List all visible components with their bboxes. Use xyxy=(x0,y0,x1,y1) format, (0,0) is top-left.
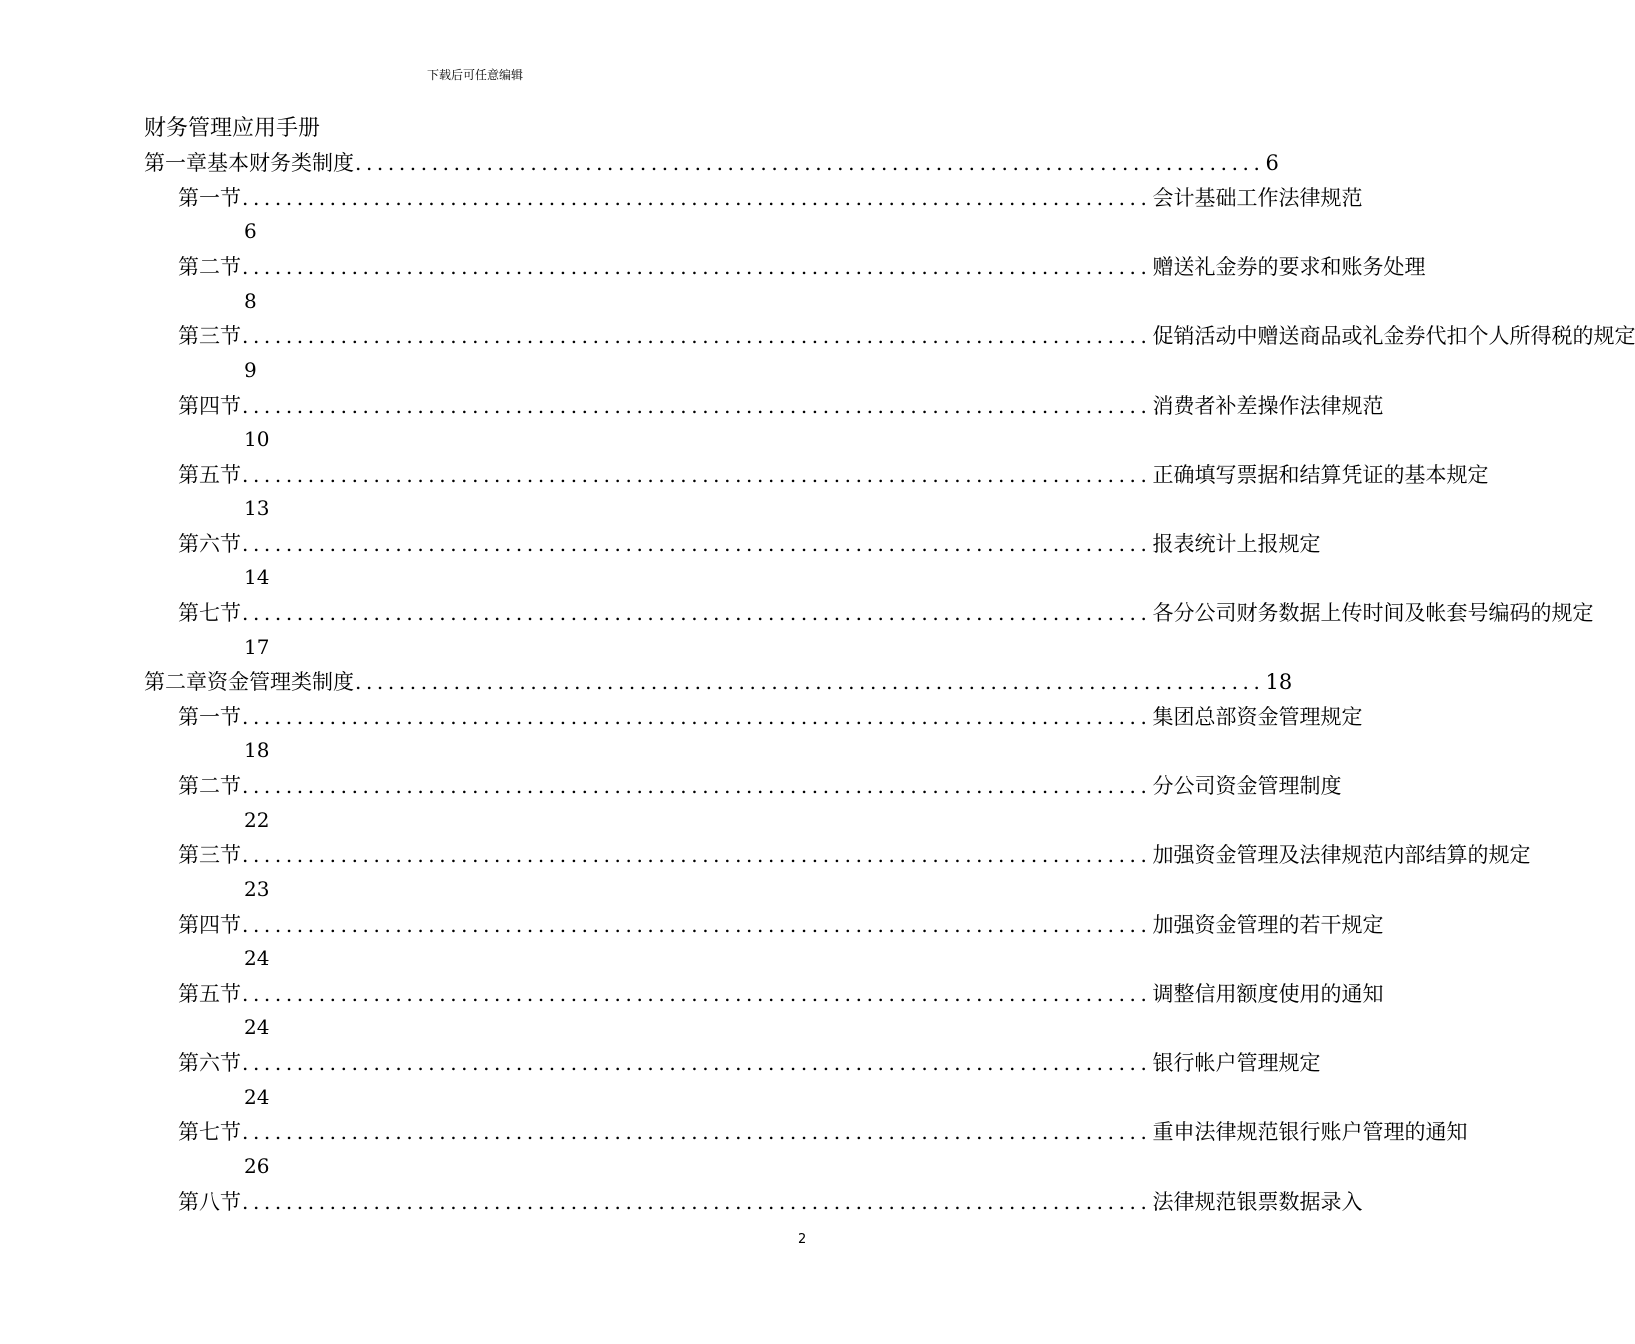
dot-leader: ................................................................................... xyxy=(242,913,1152,937)
toc-section-2-7[interactable] xyxy=(0,1114,1468,1150)
dot-leader: ................................................................................... xyxy=(242,394,1152,418)
section-label: 第二节 xyxy=(178,255,241,279)
section-page: 23 xyxy=(244,877,270,901)
dot-leader: ................................................................................... xyxy=(242,324,1152,348)
section-title: 加强资金管理及法律规范内部结算的规定 xyxy=(1152,843,1531,867)
section-label: 第四节 xyxy=(178,394,241,418)
section-title: 重申法律规范银行账户管理的通知 xyxy=(1152,1120,1468,1144)
section-page: 10 xyxy=(244,427,270,451)
toc-chapter-1[interactable] xyxy=(0,145,1279,181)
section-page: 24 xyxy=(244,946,270,970)
toc-section-2-8[interactable] xyxy=(0,1184,1363,1220)
dot-leader: ................................................................................... xyxy=(242,532,1152,556)
section-page: 8 xyxy=(244,289,257,313)
section-label: 第七节 xyxy=(178,601,241,625)
section-title: 集团总部资金管理规定 xyxy=(1152,705,1363,729)
section-label: 第一节 xyxy=(178,705,241,729)
section-label: 第三节 xyxy=(178,843,241,867)
toc-section-1-7[interactable] xyxy=(0,595,1594,631)
toc-section-2-2[interactable] xyxy=(0,768,1342,804)
toc-section-1-2[interactable] xyxy=(0,249,1426,285)
dot-leader: ................................................................................... xyxy=(242,1190,1152,1214)
section-title: 调整信用额度使用的通知 xyxy=(1152,982,1384,1006)
dot-leader: ................................................................................... xyxy=(242,601,1152,625)
chapter-title: 资金管理类制度 xyxy=(207,670,354,694)
page-header: 下载后可任意编辑 xyxy=(426,68,523,82)
section-page: 24 xyxy=(244,1015,270,1039)
section-page: 24 xyxy=(244,1085,270,1109)
section-label: 第一节 xyxy=(178,186,241,210)
toc-section-2-4[interactable] xyxy=(0,907,1384,943)
dot-leader: ................................................................................... xyxy=(242,255,1152,279)
dot-leader: ................................................................................... xyxy=(355,670,1265,694)
section-title: 分公司资金管理制度 xyxy=(1152,774,1342,798)
toc-chapter-2[interactable] xyxy=(0,664,1293,700)
section-title: 加强资金管理的若干规定 xyxy=(1152,913,1384,937)
toc-section-2-5[interactable] xyxy=(0,976,1384,1012)
dot-leader: ................................................................................... xyxy=(242,463,1152,487)
toc-section-1-1[interactable] xyxy=(0,180,1363,216)
dot-leader: ................................................................................... xyxy=(242,843,1152,867)
section-title: 消费者补差操作法律规范 xyxy=(1152,394,1384,418)
section-title: 报表统计上报规定 xyxy=(1152,532,1321,556)
section-page: 18 xyxy=(244,738,270,762)
section-label: 第五节 xyxy=(178,982,241,1006)
dot-leader: ................................................................................... xyxy=(242,774,1152,798)
section-title: 正确填写票据和结算凭证的基本规定 xyxy=(1152,463,1489,487)
dot-leader: ................................................................................... xyxy=(355,151,1265,175)
section-page: 9 xyxy=(244,358,257,382)
section-label: 第八节 xyxy=(178,1190,241,1214)
section-label: 第六节 xyxy=(178,1051,241,1075)
section-title: 赠送礼金券的要求和账务处理 xyxy=(1152,255,1426,279)
section-title: 各分公司财务数据上传时间及帐套号编码的规定 xyxy=(1152,601,1594,625)
dot-leader: ................................................................................... xyxy=(242,186,1152,210)
chapter-page: 6 xyxy=(1265,151,1279,175)
toc-section-2-1[interactable] xyxy=(0,699,1363,735)
page-number: 2 xyxy=(798,1232,807,1247)
section-label: 第二节 xyxy=(178,774,241,798)
section-label: 第四节 xyxy=(178,913,241,937)
toc-section-1-6[interactable] xyxy=(0,526,1321,562)
section-label: 第六节 xyxy=(178,532,241,556)
section-page: 22 xyxy=(244,808,270,832)
section-label: 第五节 xyxy=(178,463,241,487)
toc-section-2-3[interactable] xyxy=(0,837,1531,873)
section-title: 法律规范银票数据录入 xyxy=(1152,1190,1363,1214)
section-page: 13 xyxy=(244,496,270,520)
section-title: 会计基础工作法律规范 xyxy=(1152,186,1363,210)
toc-section-1-3[interactable] xyxy=(0,318,1635,354)
section-title: 银行帐户管理规定 xyxy=(1152,1051,1321,1075)
section-page: 17 xyxy=(244,635,270,659)
dot-leader: ................................................................................... xyxy=(242,1120,1152,1144)
dot-leader: ................................................................................... xyxy=(242,705,1152,729)
section-page: 14 xyxy=(244,565,270,589)
document-title: 财务管理应用手册 xyxy=(144,116,321,141)
chapter-label: 第一章 xyxy=(144,151,207,175)
chapter-page: 18 xyxy=(1265,670,1293,694)
toc-section-2-6[interactable] xyxy=(0,1045,1321,1081)
chapter-title: 基本财务类制度 xyxy=(207,151,354,175)
toc-section-1-4[interactable] xyxy=(0,388,1384,424)
dot-leader: ................................................................................... xyxy=(242,1051,1152,1075)
section-label: 第七节 xyxy=(178,1120,241,1144)
section-title: 促销活动中赠送商品或礼金券代扣个人所得税的规定 xyxy=(1152,324,1635,348)
section-page: 6 xyxy=(244,219,257,243)
dot-leader: ................................................................................... xyxy=(242,982,1152,1006)
section-label: 第三节 xyxy=(178,324,241,348)
section-page: 26 xyxy=(244,1154,270,1178)
chapter-label: 第二章 xyxy=(144,670,207,694)
toc-section-1-5[interactable] xyxy=(0,457,1489,493)
